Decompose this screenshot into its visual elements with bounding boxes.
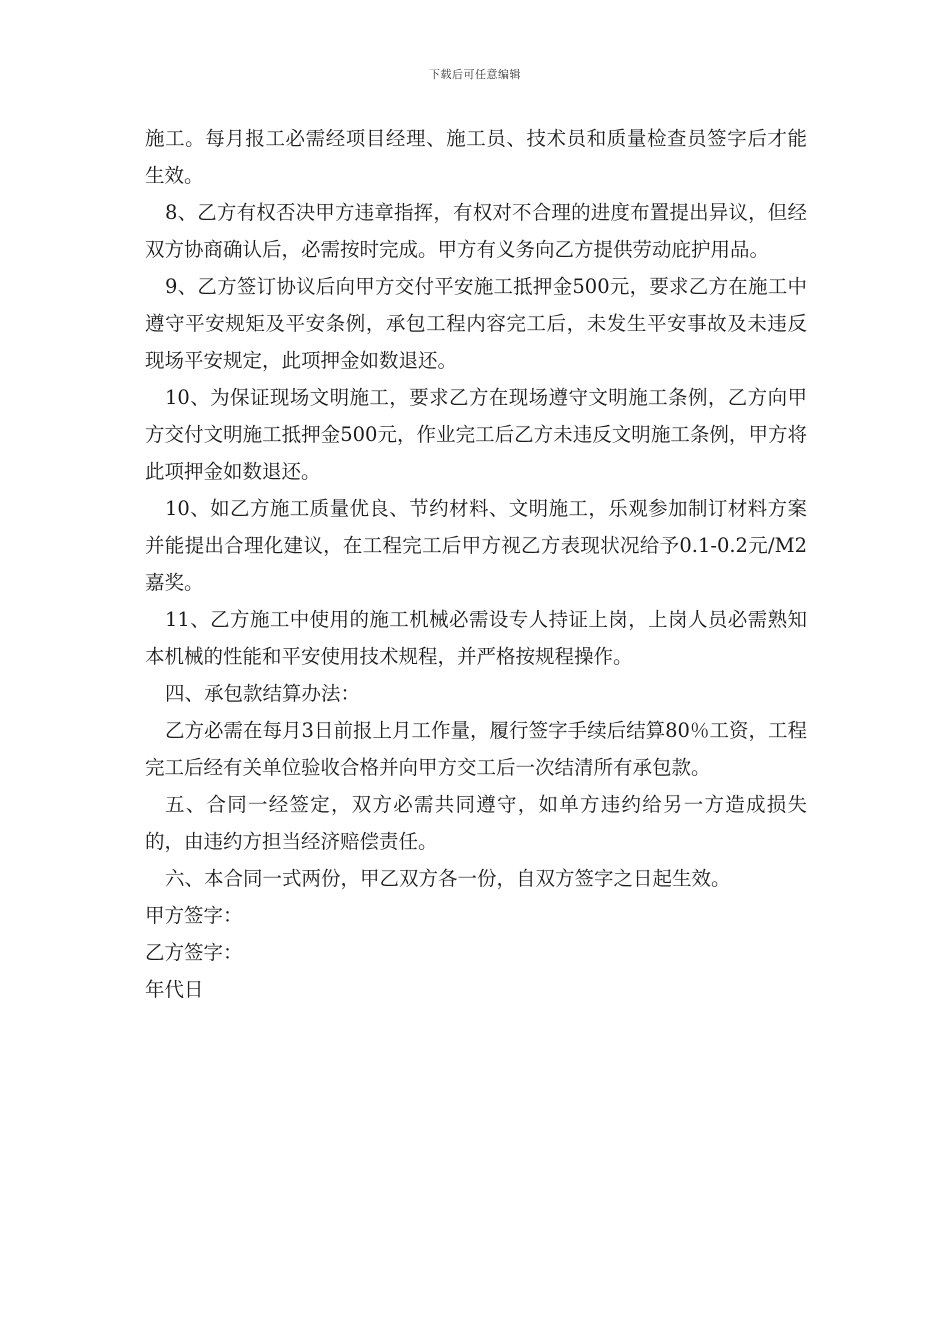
paragraph-continuation: 施工。每月报工必需经项目经理、施工员、技术员和质量检查员签字后才能生效。 — [145, 127, 807, 187]
document-body — [145, 120, 807, 1008]
paragraph-clause-11: 11、乙方施工中使用的施工机械必需设专人持证上岗，上岗人员必需熟知本机械的性能和平安使用技术规程，并严格按规程操作。 — [145, 608, 807, 668]
paragraph-clause-8: 8、乙方有权否决甲方违章指挥，有权对不合理的进度布置提出异议，但经双方协商确认后，必需按时完成。甲方有义务向乙方提供劳动庇护用品。 — [145, 201, 807, 261]
paragraph-clause-9: 9、乙方签订协议后向甲方交付平安施工抵押金500元，要求乙方在施工中遵守平安规矩及平安条例，承包工程内容完工后，未发生平安事故及未违反现场平安规定，此项押金如数退还。 — [145, 275, 807, 372]
paragraph-section-6: 六、本合同一式两份，甲乙双方各一份，自双方签字之日起生效。 — [165, 867, 731, 890]
signature-date: 年代日 — [145, 978, 204, 1001]
paragraph-clause-10a: 10、为保证现场文明施工，要求乙方在现场遵守文明施工条例，乙方向甲方交付文明施工抵押金500元，作业完工后乙方未违反文明施工条例，甲方将此项押金如数退还。 — [145, 386, 807, 483]
signature-party-b: 乙方签字： — [145, 941, 243, 964]
signature-party-a: 甲方签字： — [145, 904, 243, 927]
paragraph-clause-10b: 10、如乙方施工质量优良、节约材料、文明施工，乐观参加制订材料方案并能提出合理化建议，在工程完工后甲方视乙方表现状况给予0.1-0.2元/M2嘉奖。 — [145, 497, 807, 594]
page-header-note: 下载后可任意编辑 — [429, 68, 521, 81]
section-heading-settlement: 四、承包款结算办法： — [165, 682, 361, 705]
paragraph-settlement: 乙方必需在每月3日前报上月工作量，履行签字手续后结算80％工资，工程完工后经有关单位验收合格并向甲方交工后一次结清所有承包款。 — [145, 719, 807, 779]
paragraph-section-5: 五、合同一经签定，双方必需共同遵守，如单方违约给另一方造成损失的，由违约方担当经济赔偿责任。 — [145, 793, 807, 853]
